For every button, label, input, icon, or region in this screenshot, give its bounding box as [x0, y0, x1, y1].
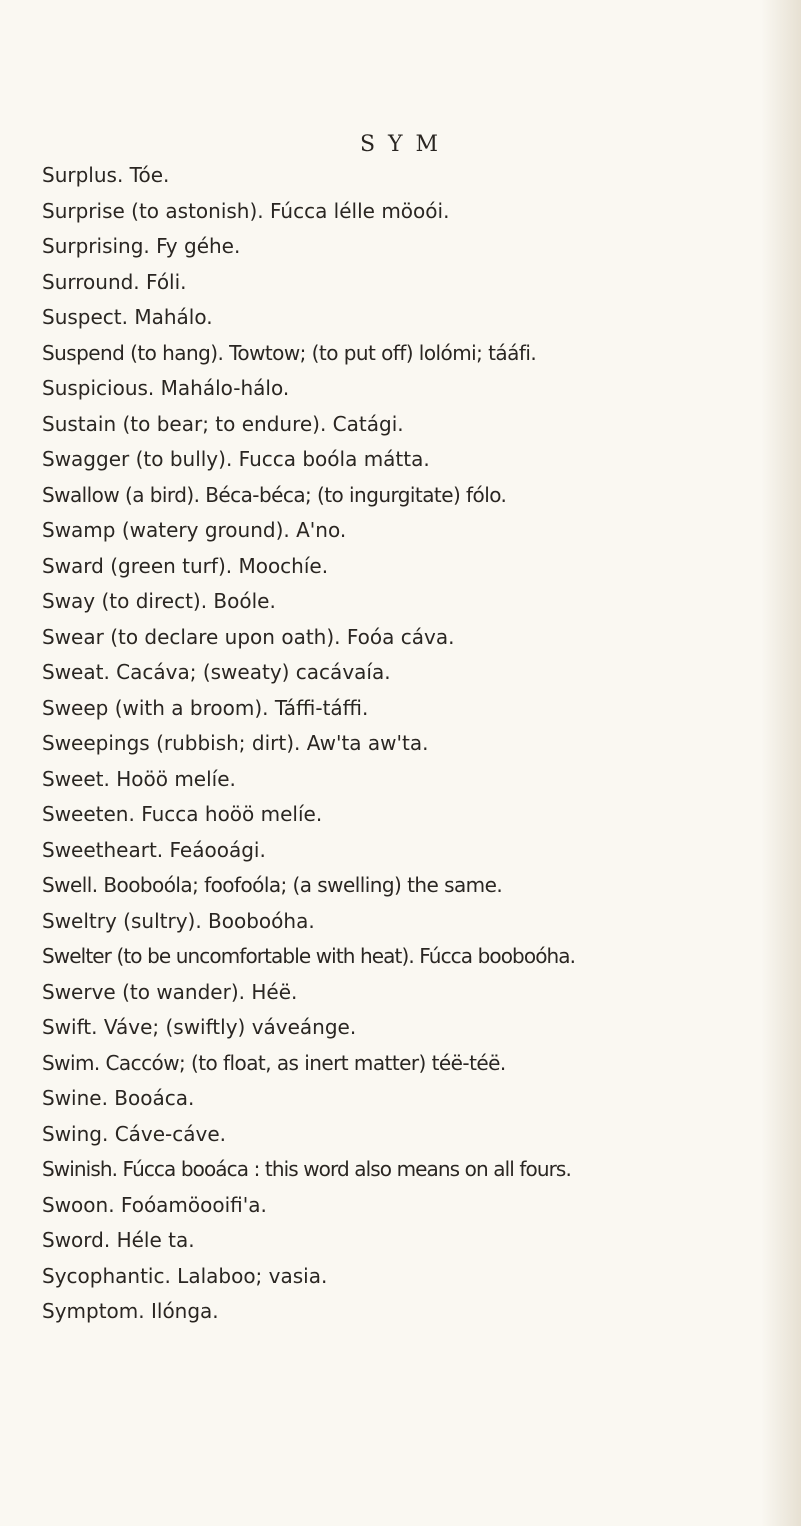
dictionary-entry: Sweetheart. Feáooági.	[42, 837, 266, 862]
dictionary-entry: Surround. Fóli.	[42, 269, 187, 294]
dictionary-entry: Swear (to declare upon oath). Foóa cáva.	[42, 624, 455, 649]
dictionary-entries	[42, 158, 783, 1330]
dictionary-entry: Suspend (to hang). Towtow; (to put off) lolómi; tááfi.	[42, 340, 537, 365]
dictionary-entry: Swift. Váve; (swiftly) váveánge.	[42, 1015, 357, 1039]
dictionary-entry: Sway (to direct). Boóle.	[42, 589, 276, 613]
dictionary-entry: Sweat. Cacáva; (sweaty) cacávaía.	[42, 660, 391, 684]
dictionary-entry: Sweltry (sultry). Booboóha.	[42, 908, 315, 933]
dictionary-entry: Swim. Cacców; (to float, as inert matter) téë-téë.	[42, 1050, 506, 1075]
dictionary-entry: Swamp (watery ground). A'no.	[42, 518, 347, 542]
dictionary-entry: Sweep (with a broom). Táffi-táffi.	[42, 695, 369, 720]
dictionary-entry: Sweeten. Fucca hoöö melíe.	[42, 802, 323, 826]
dictionary-entry: Swelter (to be uncomfortable with heat). Fúcca booboóha.	[42, 944, 576, 968]
dictionary-entry: Suspicious. Mahálo-hálo.	[42, 376, 290, 400]
dictionary-entry: Symptom. Ilónga.	[42, 1299, 219, 1323]
dictionary-entry: Swine. Booáca.	[42, 1086, 195, 1110]
dictionary-entry: Surplus. Tóe.	[42, 163, 170, 187]
dictionary-entry: Surprise (to astonish). Fúcca lélle möoói.	[42, 198, 450, 223]
dictionary-entry: Swoon. Foóamöooifi'a.	[42, 1192, 267, 1217]
dictionary-entry: Sword. Héle ta.	[42, 1228, 195, 1252]
dictionary-entry: Swerve (to wander). Héë.	[42, 979, 298, 1004]
dictionary-entry: Swell. Booboóla; foofoóla; (a swelling) the same.	[42, 873, 503, 897]
dictionary-entry: Sustain (to bear; to endure). Catági.	[42, 411, 404, 436]
dictionary-entry: Suspect. Mahálo.	[42, 305, 213, 329]
dictionary-entry: Sward (green turf). Moochíe.	[42, 553, 329, 578]
dictionary-entry: Swallow (a bird). Béca-béca; (to ingurgitate) fólo.	[42, 482, 507, 507]
dictionary-entry: Surprising. Fy géhe.	[42, 234, 241, 258]
dictionary-entry: Sycophantic. Lalaboo; vasia.	[42, 1263, 328, 1288]
dictionary-entry: Sweet. Hoöö melíe.	[42, 766, 236, 791]
dictionary-entry: Swing. Cáve-cáve.	[42, 1121, 227, 1146]
dictionary-entry: Sweepings (rubbish; dirt). Aw'ta aw'ta.	[42, 731, 429, 755]
running-header: S Y M	[359, 132, 442, 157]
dictionary-entry: Swagger (to bully). Fucca boóla mátta.	[42, 447, 430, 471]
dictionary-entry: Swinish. Fúcca booáca : this word also means on all fours.	[42, 1157, 571, 1181]
